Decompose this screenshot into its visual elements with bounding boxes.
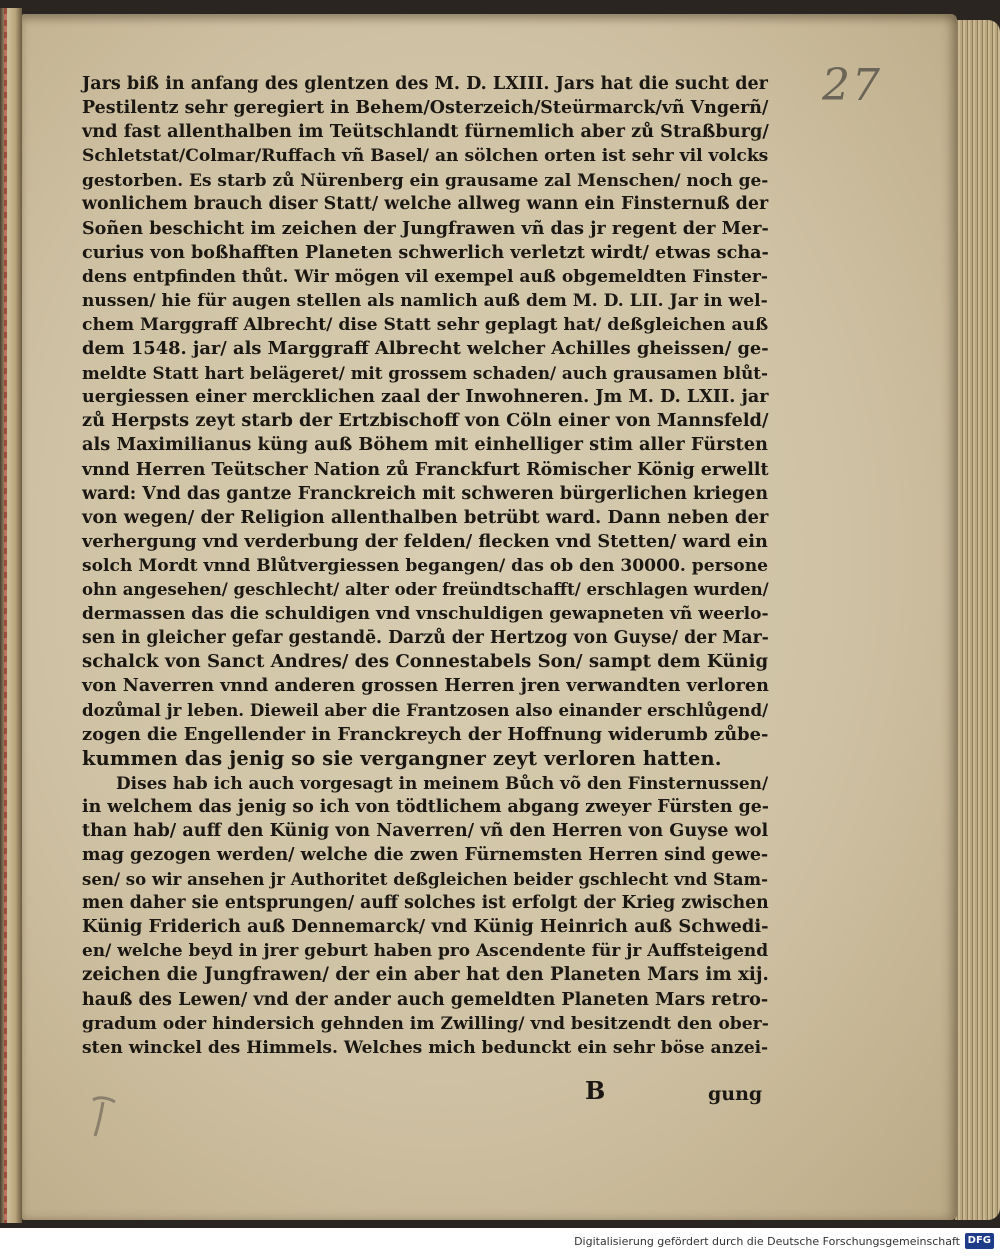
text-line: Dises hab ich auch vorgesagt in meinem Bůch võ den Finsternussen/ bbox=[116, 772, 769, 793]
text-line: sen in gleicher gefar gestandē. Darzů der Hertzog von Guyse/ der Mar- bbox=[82, 628, 769, 649]
text-line: als Maximilianus küng auß Böhem mit einhelliger stim aller Fürsten bbox=[82, 434, 768, 456]
text-line: Schletstat/Colmar/Ruffach vñ Basel/ an sölchen orten ist sehr vil volcks bbox=[82, 146, 769, 167]
text-line: zů Herpsts zeyt starb der Ertzbischoff von Cöln einer von Mannsfeld/ bbox=[82, 410, 769, 432]
text-line: dens entpfinden thůt. Wir mögen vil exempel auß obgemeldten Finster- bbox=[82, 266, 768, 287]
text-line: schalck von Sanct Andres/ des Connestabels Son/ sampt dem Künig bbox=[82, 651, 769, 673]
text-line: Jars biß in anfang des glentzen des M. D. LXIII. Jars hat die sucht der bbox=[82, 74, 768, 94]
text-line: gestorben. Es starb zů Nürenberg ein grausame zal Menschen/ noch ge- bbox=[82, 170, 769, 191]
footer-credit: Digitalisierung gefördert durch die Deutsche Forschungsgemeinschaft bbox=[574, 1235, 960, 1248]
page-stack-edge bbox=[955, 20, 1000, 1220]
handwritten-page-number: 27 bbox=[822, 60, 882, 111]
text-line: dermassen das die schuldigen vnd vnschuldigen gewapneten vñ weerlo- bbox=[82, 604, 769, 625]
text-line: wonlichem brauch diser Statt/ welche allweg wann ein Finsternuß der bbox=[82, 194, 769, 215]
text-line: von Naverren vnnd anderen grossen Herren jren verwandten verloren bbox=[82, 676, 769, 697]
text-line: hauß des Lewen/ vnd der ander auch gemeldten Planeten Mars retro- bbox=[82, 988, 769, 1010]
ink-mark-icon bbox=[85, 1090, 125, 1140]
text-line: vnd fast allenthalben im Teütschlandt fürnemlich aber zů Straßburg/ bbox=[82, 121, 769, 143]
text-line: dozůmal jr leben. Dieweil aber die Frantzosen also einander erschlůgend/ bbox=[82, 700, 769, 721]
text-line: dem 1548. jar/ als Marggraff Albrecht welcher Achilles gheissen/ ge- bbox=[82, 338, 769, 360]
text-line: ohn angesehen/ geschlecht/ alter oder freündtschafft/ erschlagen wurden/ bbox=[82, 579, 769, 599]
text-line: chem Marggraff Albrecht/ dise Statt sehr geplagt hat/ deßgleichen auß bbox=[82, 314, 769, 335]
text-line: curius von boßhafften Planeten schwerlich verletzt wirdt/ etwas scha- bbox=[82, 242, 769, 263]
text-line: zogen die Engellender in Franckreych der Hoffnung widerumb zůbe- bbox=[82, 723, 769, 745]
text-line: sten winckel des Himmels. Welches mich bedunckt ein sehr böse anzei- bbox=[82, 1037, 769, 1058]
dfg-logo: DFG bbox=[965, 1233, 994, 1249]
text-line: meldte Statt hart belägeret/ mit grossem schaden/ auch grausamen blůt- bbox=[82, 363, 768, 384]
text-line: solch Mordt vnnd Blůtvergiessen begangen/ das ob den 30000. persone bbox=[82, 555, 769, 576]
text-line: Soñen beschicht im zeichen der Jungfrawen vñ das jr regent der Mer- bbox=[82, 218, 769, 239]
text-line: von wegen/ der Religion allenthalben betrübt ward. Dann neben der bbox=[82, 506, 769, 528]
body-text bbox=[82, 72, 772, 1060]
text-line: gradum oder hindersich gehnden im Zwilling/ vnd besitzendt den ober- bbox=[82, 1013, 769, 1034]
text-line: vnnd Herren Teütscher Nation zů Franckfurt Römischer König erwellt bbox=[82, 459, 769, 480]
text-line: kummen das jenig so sie vergangner zeyt verloren hatten. bbox=[82, 746, 722, 770]
left-page-edge bbox=[0, 8, 22, 1223]
text-line: uergiessen einer mercklichen zaal der Inwohneren. Jm M. D. LXII. jar bbox=[82, 387, 769, 408]
text-line: nussen/ hie für augen stellen als namlich auß dem M. D. LII. Jar in wel- bbox=[82, 290, 768, 311]
catchword: gung bbox=[708, 1083, 763, 1105]
text-line: ward: Vnd das gantze Franckreich mit schweren bürgerlichen kriegen bbox=[82, 483, 769, 504]
text-line: verhergung vnd verderbung der felden/ flecken vnd Stetten/ ward ein bbox=[82, 530, 768, 552]
signature-mark: B bbox=[585, 1076, 606, 1105]
text-line: men daher sie entsprungen/ auff solches ist erfolgt der Krieg zwischen bbox=[82, 893, 769, 914]
text-line: zeichen die Jungfrawen/ der ein aber hat den Planeten Mars im xij. bbox=[82, 964, 769, 986]
text-line: than hab/ auff den Künig von Naverren/ vñ den Herren von Guyse wol bbox=[82, 819, 769, 841]
text-line: Pestilentz sehr geregiert in Behem/Osterzeich/Steürmarck/vñ Vngerñ/ bbox=[82, 98, 769, 119]
text-line: mag gezogen werden/ welche die zwen Fürnemsten Herren sind gewe- bbox=[82, 845, 769, 865]
text-line: Künig Friderich auß Dennemarck/ vnd Künig Heinrich auß Schwedi- bbox=[82, 916, 769, 938]
text-line: in welchem das jenig so ich von tödtlichem abgang zweyer Fürsten ge- bbox=[82, 796, 769, 817]
text-line: sen/ so wir ansehen jr Authoritet deßgleichen beider gschlecht vnd Stam- bbox=[82, 869, 769, 890]
text-line: en/ welche beyd in jrer geburt haben pro Ascendente für jr Auffsteigend bbox=[82, 941, 769, 962]
